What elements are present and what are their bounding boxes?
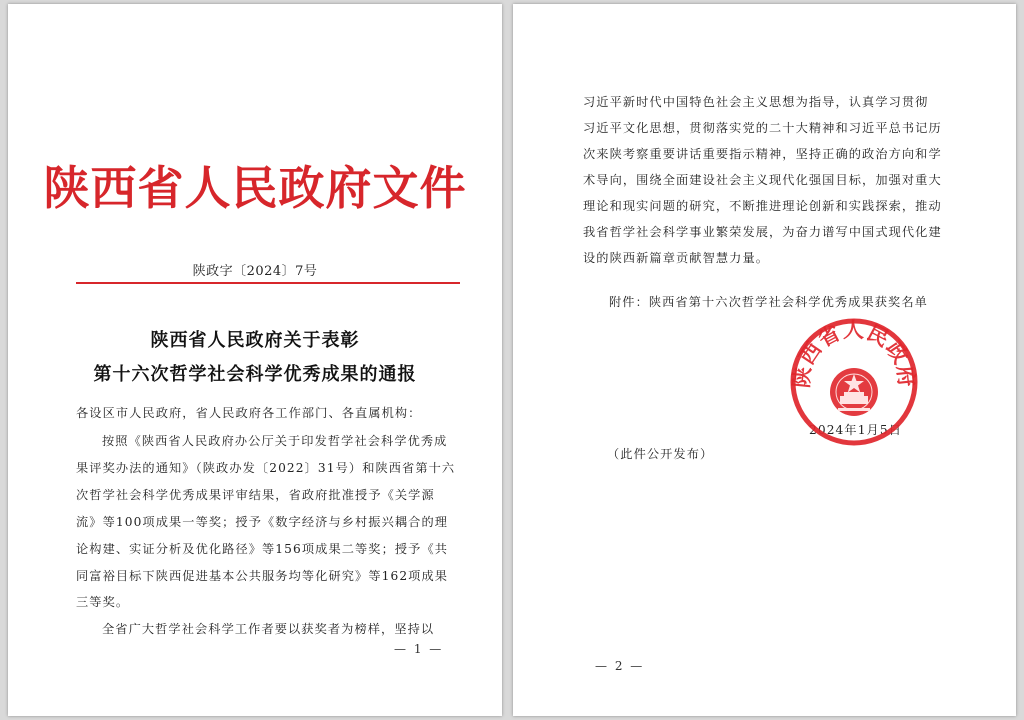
- body-paragraph-line: 论构建、实证分析及优化路径》等156项成果二等奖；授予《共: [76, 542, 449, 556]
- document-page-1: [8, 4, 502, 716]
- addressee-line: 各设区市人民政府，省人民政府各工作部门、各直属机构：: [76, 406, 422, 420]
- body-paragraph-line: 同富裕目标下陕西促进基本公共服务均等化研究》等162项成果: [76, 569, 449, 583]
- body-paragraph-line: 理论和现实问题的研究，不断推进理论创新和实践探索，推动: [583, 199, 942, 213]
- seal-text: 陕西省人民政府: [788, 317, 920, 389]
- attachment-line: 附件：陕西省第十六次哲学社会科学优秀成果获奖名单: [609, 295, 928, 309]
- document-number: 陕政字〔2024〕7号: [192, 264, 318, 279]
- body-paragraph-line: 习近平新时代中国特色社会主义思想为指导，认真学习贯彻: [583, 95, 929, 109]
- public-release-note: （此件公开发布）: [607, 447, 714, 461]
- body-paragraph-line: 习近平文化思想，贯彻落实党的二十大精神和习近平总书记历: [583, 121, 942, 135]
- page-number-1: — 1 —: [394, 642, 444, 656]
- body-paragraph-line: 全省广大哲学社会科学工作者要以获奖者为榜样，坚持以: [102, 622, 435, 636]
- document-page-2: [513, 4, 1016, 716]
- body-paragraph-line: 我省哲学社会科学事业繁荣发展，为奋力谱写中国式现代化建: [583, 225, 942, 239]
- notice-title-line-2: 第十六次哲学社会科学优秀成果的通报: [93, 364, 417, 385]
- seal-icon: [788, 316, 920, 448]
- masthead-title: 陕西省人民政府文件: [43, 161, 467, 215]
- body-paragraph-line: 流》等100项成果一等奖；授予《数字经济与乡村振兴耦合的理: [76, 515, 449, 529]
- body-paragraph-line: 次来陕考察重要讲话重要指示精神，坚持正确的政治方向和学: [583, 147, 942, 161]
- notice-title-line-1: 陕西省人民政府关于表彰: [150, 330, 360, 351]
- issue-date: 2024年1月5日: [809, 423, 902, 437]
- page-number-2: — 2 —: [595, 659, 645, 673]
- body-paragraph-line: 果评奖办法的通知》（陕政办发〔2022〕31号）和陕西省第十六: [76, 461, 456, 475]
- red-divider-line: [76, 282, 460, 284]
- body-paragraph-line: 三等奖。: [76, 595, 130, 609]
- body-paragraph-line: 设的陕西新篇章贡献智慧力量。: [583, 251, 770, 265]
- official-seal: [788, 316, 920, 448]
- body-paragraph-line: 术导向，围绕全面建设社会主义现代化强国目标，加强对重大: [583, 173, 942, 187]
- body-paragraph-line: 次哲学社会科学优秀成果评审结果，省政府批准授予《关学源: [76, 488, 435, 502]
- body-paragraph-line: 按照《陕西省人民政府办公厅关于印发哲学社会科学优秀成: [102, 434, 448, 448]
